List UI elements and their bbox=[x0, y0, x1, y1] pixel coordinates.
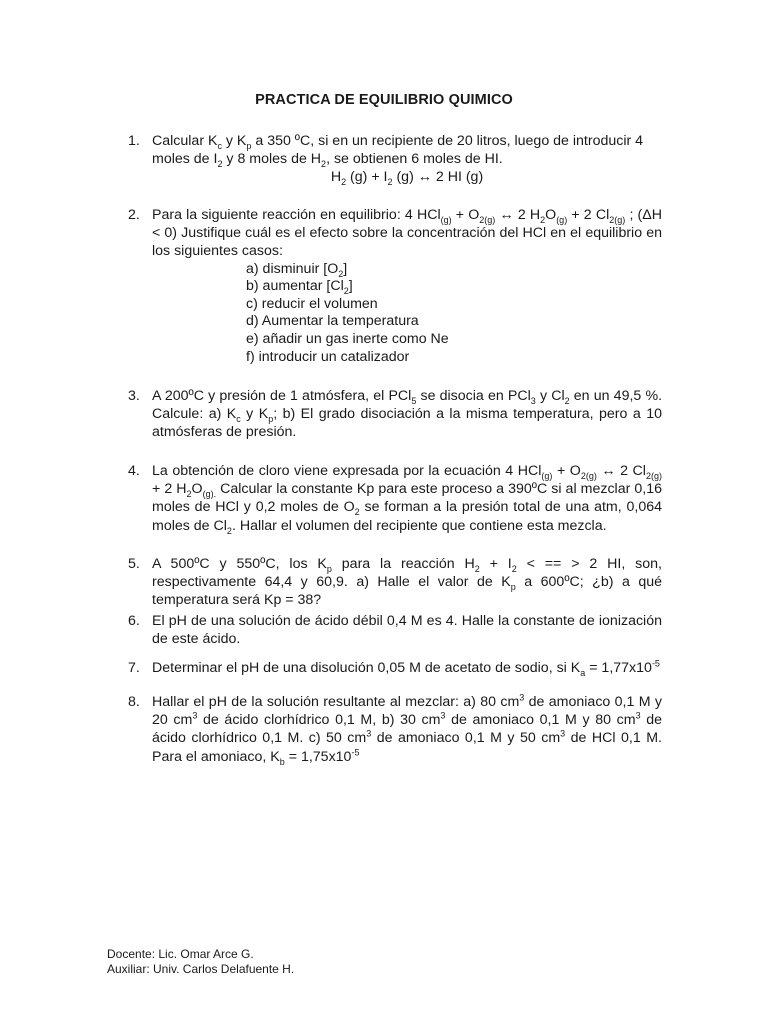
footer-auxiliar: Auxiliar: Univ. Carlos Delafuente H. bbox=[107, 962, 295, 976]
problem-7 bbox=[128, 659, 662, 677]
problem-number: 8. bbox=[128, 694, 140, 710]
problem-8 bbox=[128, 693, 662, 766]
options-list bbox=[246, 261, 662, 367]
option-f: f) introducir un catalizador bbox=[246, 348, 410, 365]
problem-text: Calcular $K_c$ y $K_p$ a 350 ºC, si en un recipiente de 20 litros, luego de introducir 4 moles de $I_2$ y 8 moles de $H_2$, se obtienen 6 moles de HI. $H_2$ $(g) + I_2$ (g) ↔ 2 HI (g) bbox=[152, 132, 662, 187]
option-e: e) añadir un gas inerte como Ne bbox=[246, 330, 449, 347]
problem-number: 2. bbox=[128, 207, 140, 223]
problem-4 bbox=[128, 462, 662, 535]
problem-5 bbox=[128, 555, 662, 610]
problem-text: El pH de una solución de ácido débil 0,4 M es 4. Halle la constante de ionización de este ácido. bbox=[152, 613, 662, 648]
problem-3 bbox=[128, 387, 662, 442]
footer bbox=[107, 947, 294, 977]
problem-text: La obtención de cloro viene expresada por la ecuación 4 $HCl_{(g)} + O_{2(g)}$ ↔ 2 $Cl_{2(g)} + 2$ $H_2O_{(g).}$ Calcular la constante Kp para este proceso a 390ºC si al mezclar 0,16 moles de HCl y 0,2 moles de $O_2$ se forman a la presión total de una atm, 0,064 moles de $Cl_2$. Hallar el volumen del recipiente que contiene esta mezcla. bbox=[152, 463, 662, 536]
problem-2 bbox=[128, 206, 662, 366]
problem-1 bbox=[128, 132, 662, 187]
problem-number: 4. bbox=[128, 463, 140, 479]
problem-number: 7. bbox=[128, 660, 140, 676]
problem-number: 6. bbox=[128, 613, 140, 629]
problem-number: 5. bbox=[128, 556, 140, 572]
option-c: c) reducir el volumen bbox=[246, 295, 378, 312]
page-title: PRACTICA DE EQUILIBRIO QUIMICO bbox=[255, 92, 513, 108]
problem-text: A 500ºC y 550ºC, los $K_p$ para la reacción $H_2 + I_2$ < == > 2 HI, son, respectivamente 64,4 y 60,9. a) Halle el valor de $K_p$ a 600ºC; ¿b) a qué temperatura será Kp = 38? bbox=[152, 556, 663, 609]
problem-text: Determinar el pH de una disolución 0,05 M de acetato de sodio, si $K_a = 1,77x10^{-5}$ bbox=[152, 658, 660, 678]
problem-text: A 200ºC y presión de 1 atmósfera, el PCl$_5$ se disocia en PCl$_3$ y $Cl_2$ en un 49,5 %. Calcule: a) $K_c$ y $K_p$; b) El grado disociación a la misma temperatura, pero a 10 atmósferas de presión. bbox=[152, 388, 663, 441]
problem-number: 1. bbox=[128, 133, 140, 149]
problem-6 bbox=[128, 612, 662, 648]
reaction-equation: $H_2$ $(g) + I_2$ (g) ↔ 2 HI (g) bbox=[330, 169, 484, 188]
problem-number: 3. bbox=[128, 388, 140, 404]
option-d: d) Aumentar la temperatura bbox=[246, 313, 419, 330]
problem-text: Para la siguiente reacción en equilibrio: 4 $HCl_{(g)} + O_{2(g)}$ ↔ 2 $H_2O_{(g)} + 2$ $Cl_{2(g)}$ ; (ΔH < 0) Justifique cuál es el efecto sobre la concentración del HCl en el equilibrio en los siguientes casos: bbox=[152, 207, 662, 260]
footer-docente: Docente: Lic. Omar Arce G. bbox=[107, 947, 254, 961]
option-a: a) disminuir $[O_2]$ bbox=[246, 260, 348, 279]
problem-text: Hallar el pH de la solución resultante al mezclar: a) 80 $cm^3$ de amoniaco 0,1 M y 20 $cm^3$ de ácido clorhídrico 0,1 M, b) 30 $cm^3$ de amoniaco 0,1 M y 80 $cm^3$ de ácido clorhídrico 0,1 M. c) 50 $cm^3$ de amoniaco 0,1 M y 50 $cm^3$ de HCl 0,1 M. Para el amoniaco, $K_b = 1,75x10^{-5}$ bbox=[152, 692, 663, 767]
option-b: b) aumentar $[Cl_2]$ bbox=[246, 278, 353, 297]
